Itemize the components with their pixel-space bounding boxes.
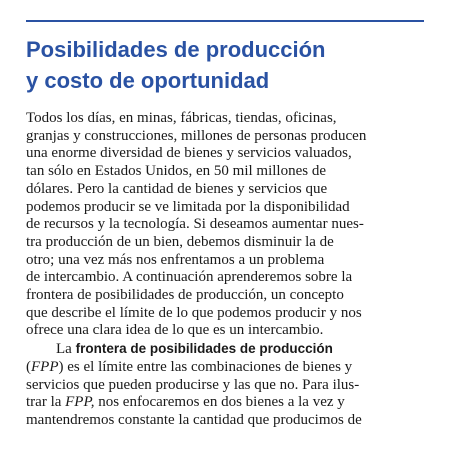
section-title-line: Posibilidades de producción <box>26 37 326 62</box>
paragraph-intro <box>26 110 436 340</box>
text-fragment: La <box>56 341 76 358</box>
text-line <box>26 340 436 359</box>
text-line: dólares. Pero la cantidad de bienes y servicios que <box>26 180 328 197</box>
text-line: mantendremos constante la cantidad que producimos de <box>26 411 362 428</box>
text-line: podemos producir se ve limitada por la disponibilidad <box>26 198 350 215</box>
text-line: de recursos y la tecnología. Si deseamos aumentar nues- <box>26 216 364 233</box>
text-fragment: ) es el límite entre las combinaciones de bienes y <box>58 358 353 375</box>
text-fragment: trar la <box>26 394 66 411</box>
text-line <box>26 359 436 377</box>
text-line: frontera de posibilidades de producción, un concepto <box>26 287 344 304</box>
text-line: de intercambio. A continuación aprenderemos sobre la <box>26 269 353 286</box>
text-line: una enorme diversidad de bienes y servicios valuados, <box>26 145 352 162</box>
text-fragment: ( <box>26 358 31 375</box>
text-line: que describe el límite de lo que podemos producir y nos <box>26 304 362 321</box>
body-text <box>26 110 436 430</box>
section-title-line: y costo de oportunidad <box>26 68 270 93</box>
key-term: frontera de posibilidades de producción <box>75 341 333 357</box>
text-line: Todos los días, en minas, fábricas, tiendas, oficinas, <box>26 110 337 126</box>
abbreviation: FPP <box>31 358 59 375</box>
text-fragment: nos enfocaremos en dos bienes a la vez y <box>94 394 345 411</box>
top-divider <box>26 20 424 22</box>
text-line: ofrece una clara idea de lo que es un intercambio. <box>26 322 324 339</box>
abbreviation: FPP, <box>65 394 95 411</box>
text-line: servicios que pueden producirse y las que no. Para ilus- <box>26 376 360 393</box>
paragraph-definition <box>26 340 436 430</box>
text-line: tra producción de un bien, debemos disminuir la de <box>26 233 334 250</box>
text-line: tan sólo en Estados Unidos, en 50 mil millones de <box>26 163 326 180</box>
section-title <box>26 34 326 96</box>
text-line: otro; una vez más nos enfrentamos a un problema <box>26 251 325 268</box>
text-line <box>26 394 436 412</box>
text-line: granjas y construcciones, millones de personas producen <box>26 127 367 144</box>
